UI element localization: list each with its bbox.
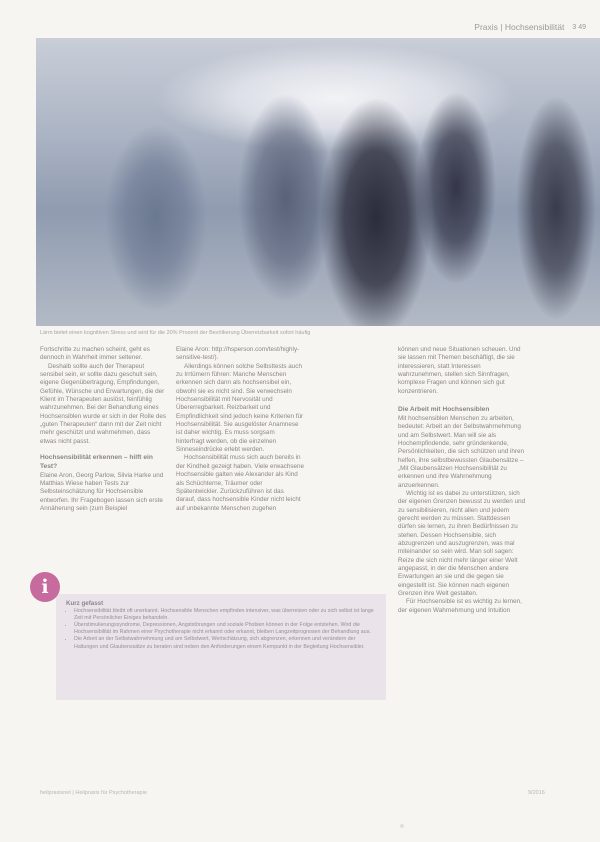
running-header <box>474 22 586 32</box>
footer-publication: heilpraxisnet | Heilpraxis für Psychotherapie <box>40 790 147 796</box>
paragraph: Hochsensibilität muss sich auch bereits in der Kindheit gezeigt haben. Viele erwachsene Hochsensible galten wie Alexander als Kind als Schüchterne, Träumer oder Spätentwickler. Zurückzuführen ist das darauf, dass hochsensible Kinder nicht leicht auf unbekannte Menschen zugehen <box>176 454 305 512</box>
paragraph: können und neue Situationen scheuen. Und sie lassen mit Themen beschäftigt, die sie interessieren, statt Interessen wahrzunehmen, stellen sich Sinnfragen, komplexe Fragen und können sich gut konzentrieren. <box>398 346 521 395</box>
summary-item: • Überstimulierungssyndrome, Depressionen, Angststörungen und soziale Phobien können in der Folge entstehen. Wird die Hochsensibilität im Rahmen einer Psychotherapie nicht erkannt oder erkannt, bleiben Langzeitprognosen der Behandlung aus. <box>74 622 380 636</box>
blurred-crowd-photo <box>36 38 600 326</box>
paragraph: Deshalb sollte auch der Therapeut sensibel sein, er sollte dazu geschult sein, eigene Gegenübertragung, Empfindungen, Gefühle, Wünsche und Erwartungen, die der Klient im Therapeuten auslöst, feinfühlig wahrzunehmen. Bei der Behandlung eines Hochsensiblen wurde er sich in der Rolle des „guten Therapeuten“ dann mit der Zeit nicht mehr geschützt und wahrnehmen, dass etwas nicht passt. <box>40 362 167 445</box>
text-column-2 <box>176 346 304 513</box>
paragraph: Wichtig ist es dabei zu unterstützen, sich der eigenen Grenzen bewusst zu werden und zu sensibilisieren, nicht allen und jedem gerecht werden zu müssen. Stattdessen dürfen sie lernen, zu ihren Bedürfnissen zu stehen. Dessen Hochsensible, sich abzugrenzen und auszugrenzen, was mal miteinander so sein wird. Man soll sagen: Reize die sich nicht mehr länger einer Welt angepasst, in der die Menschen andere Erwartungen an sie und die gegen sie eingestellt ist. Sie können nach eigenen Grenzen ihre Welt gestalten. <box>398 489 526 598</box>
text-column-1 <box>40 346 168 513</box>
paragraph: Fortschritte zu machen scheint, geht es dennoch in Wahrheit immer seltener. <box>40 346 150 362</box>
footer-issue: 9/2016 <box>528 790 545 796</box>
text-column-3 <box>398 346 526 615</box>
paragraph: Für Hochsensible ist es wichtig zu lernen, der eigenen Wahrnehmung und Intuition <box>398 598 522 614</box>
paragraph: Mit hochsensiblen Menschen zu arbeiten, bedeutet: Arbeit an der Selbstwahrnehmung und am Selbstwert. Man will sie als Hochempfindende, sehr gründenkende, Persönlichkeiten, die sich schützen und ihren helfen, ihre selbstbewussten Glaubensätze – „Mit Glaubensätzen Hochsensibilität zu erkennen und ihre Wahrnehmung anzuerkennen. <box>398 414 525 489</box>
page-number: 3 49 <box>572 23 586 31</box>
summary-item: • Hochsensibilität bleibt oft unerkannt. Hochsensible Menschen empfinden intensiver, was überreizen oder zu sich selbst ist lange Zeit mit Persönlicher Einiges behandeln. <box>74 608 380 622</box>
summary-box <box>56 594 386 700</box>
summary-list <box>66 608 380 651</box>
paragraph: Elaine Aron, Georg Parlow, Silvia Harke und Matthias Wiese haben Tests zur Selbsteinschätzung für Hochsensible entworfen. Ihr Fragebogen lassen sich erste Annäherung sein (zum Beispiel <box>40 471 164 513</box>
photo-caption: Lärm bietet einen kognitiven Stress und wird für die 20% Prozent der Bevölkerung Überreizbarkeit sofort häufig <box>40 330 311 336</box>
summary-title: Kurz gefasst <box>66 600 104 607</box>
paragraph: Elaine Aron: http://hsperson.com/test/highly-sensitive-test/). <box>176 346 300 362</box>
paragraph: Allerdings können solche Selbsttests auch zu Irrtümern führen: Manche Menschen erkennen sich dann als hochsensibel ein, obwohl sie es nicht sind. Sie verwechseln Hochsensibilität mit Nervosität und Übererregbarkeit. Reizbarkeit und Empfindlichkeit sind jedoch keine Kriterien für Hochsensibilität. Sie ausgelöster Anamnese ist daher wichtig. Es muss sorgsam hinterfragt werden, ob die einzelnen Sinneseindrücke erlebt werden. <box>176 362 304 454</box>
summary-item: • Die Arbeit an der Selbstwahrnehmung und am Selbstwert, Wertschätzung, sich abgrenzen, erkennen und verändern der Haltungen und Glaubenssätze zu beraten sind neben den Anforderungen einem Kernpunkt in der Begleitung Hochsensibler. <box>74 636 380 650</box>
subheading: Hochsensibilität erkennen – hilft ein Test? <box>40 454 153 470</box>
subheading: Die Arbeit mit Hochsensiblen <box>398 406 490 414</box>
punch-hole <box>400 824 404 828</box>
section-title: Praxis | Hochsensibilität <box>474 22 565 32</box>
info-icon: i <box>30 572 60 602</box>
